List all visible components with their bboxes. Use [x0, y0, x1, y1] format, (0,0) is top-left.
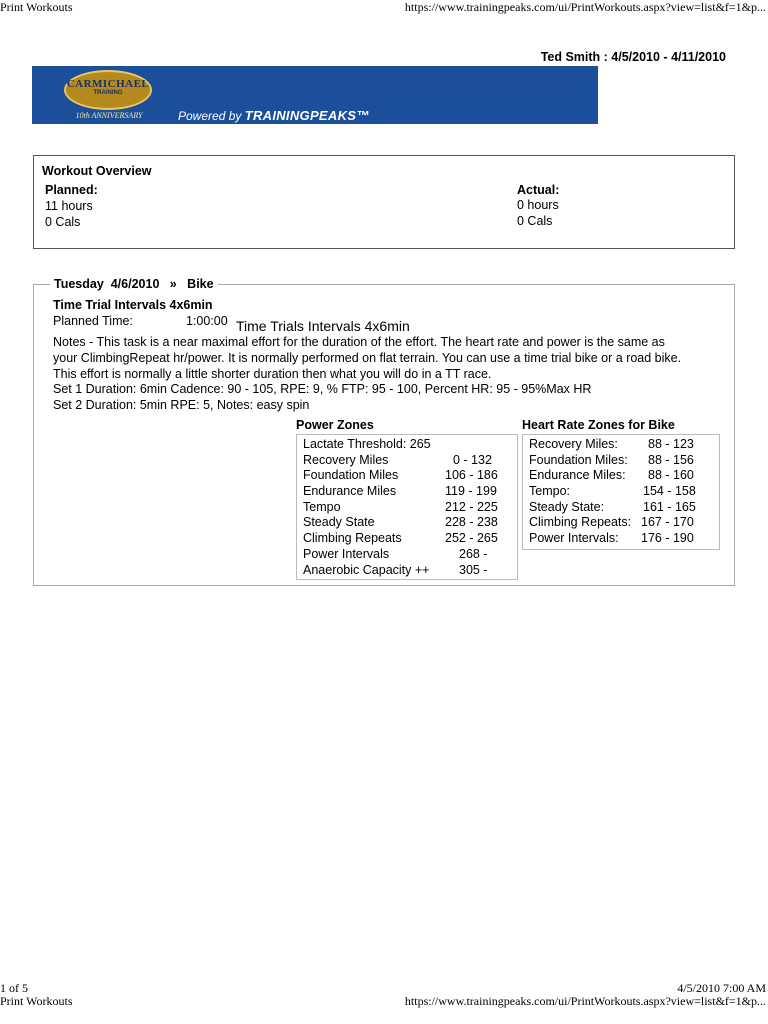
power-zone-name: Steady State [303, 515, 375, 530]
hr-zone-row [523, 468, 719, 484]
power-zone-range: 228 - 238 [445, 515, 498, 530]
hr-zone-name: Climbing Repeats: [529, 515, 632, 530]
power-zone-row [297, 468, 517, 484]
notes-line: Notes - This task is a near maximal effort for the duration of the effort. The heart rate and power is the same as [53, 335, 665, 349]
power-zone-row [297, 547, 517, 563]
print-page-title: Print Workouts [0, 0, 73, 14]
print-url-repeat: https://www.trainingpeaks.com/ui/PrintWorkouts.aspx?view=list&f=1&p... [404, 994, 766, 1008]
powered-by [178, 108, 370, 123]
actual-cals: 0 Cals [517, 214, 553, 228]
hr-zone-range: 167 - 170 [641, 515, 694, 530]
hr-zone-row [523, 453, 719, 469]
planned-hours: 11 hours [45, 199, 93, 213]
power-zone-range: 119 - 199 [445, 484, 497, 499]
planned-time-value: 1:00:00 [186, 314, 228, 328]
planned-workout-name: Time Trials Intervals 4x6min [236, 318, 410, 334]
hr-zone-row [523, 437, 719, 453]
power-zone-range: 106 - 186 [445, 468, 498, 483]
hr-zone-row [523, 531, 719, 547]
power-zones-heading: Power Zones [296, 418, 374, 432]
power-zone-row [297, 500, 517, 516]
power-zone-range: 252 - 265 [445, 531, 498, 546]
hr-zones-table [522, 434, 720, 550]
actual-label: Actual: [517, 183, 560, 197]
workout-detail-panel [33, 277, 735, 586]
hr-zone-range: 88 - 123 [648, 437, 694, 451]
hr-zone-range: 88 - 156 [648, 452, 694, 467]
hr-zone-row [523, 515, 719, 531]
workout-day-legend: Tuesday 4/6/2010 » Bike [50, 277, 218, 291]
hr-zone-row [523, 500, 719, 516]
planned-label: Planned: [45, 183, 98, 197]
hr-zone-name: Endurance Miles: [529, 468, 626, 483]
notes-line: This effort is normally a little shorter duration then what you will do in a TT race. [53, 367, 492, 381]
power-zone-name: Tempo [303, 499, 341, 514]
power-zone-row [297, 563, 517, 579]
power-zone-name: Endurance Miles [303, 484, 397, 499]
power-zone-row [297, 531, 517, 547]
hr-zone-range: 88 - 160 [648, 468, 694, 483]
power-zones-table [296, 434, 518, 580]
logo-anniversary: 10th ANNIVERSARY [75, 111, 143, 120]
hr-zone-name: Tempo: [529, 484, 570, 499]
print-url: https://www.trainingpeaks.com/ui/PrintWorkouts.aspx?view=list&f=1&p... [404, 0, 766, 14]
lactate-threshold: Lactate Threshold: 265 [303, 437, 431, 451]
actual-hours: 0 hours [517, 198, 559, 212]
hr-zones-heading: Heart Rate Zones for Bike [522, 418, 675, 432]
logo-sub-training: TRAINING [93, 90, 123, 96]
lactate-threshold-row [297, 437, 517, 453]
power-zone-row [297, 484, 517, 500]
notes-line: your ClimbingRepeat hr/power. It is normally performed on flat terrain. You can use a time trial bike or a road bike. [53, 351, 682, 365]
athlete-date-range: Ted Smith : 4/5/2010 - 4/11/2010 [540, 50, 726, 64]
power-zone-range: 212 - 225 [445, 499, 498, 514]
power-zone-name: Climbing Repeats [303, 531, 402, 546]
brand-banner [32, 66, 598, 124]
power-zone-range: 305 - [459, 562, 488, 577]
planned-time-label: Planned Time: [53, 314, 133, 328]
hr-zone-name: Steady State: [529, 499, 605, 514]
hr-zone-range: 176 - 190 [641, 531, 694, 546]
power-zone-name: Recovery Miles [303, 452, 389, 467]
powered-prefix: Powered by [178, 109, 242, 123]
hr-zone-name: Power Intervals: [529, 531, 619, 546]
print-page-counter: 1 of 5 [0, 981, 28, 995]
power-zone-name: Power Intervals [303, 546, 390, 561]
set-2-line: Set 2 Duration: 5min RPE: 5, Notes: easy spin [53, 398, 310, 412]
workout-title: Time Trial Intervals 4x6min [53, 298, 213, 312]
hr-zone-name: Recovery Miles: [529, 437, 618, 451]
power-zone-name: Anaerobic Capacity ++ [303, 562, 430, 577]
power-zone-range: 268 - [459, 546, 488, 561]
hr-zone-row [523, 484, 719, 500]
logo-name: CARMICHAEL [66, 78, 150, 90]
hr-zone-range: 161 - 165 [643, 499, 696, 514]
planned-cals: 0 Cals [45, 215, 81, 229]
power-zone-row [297, 453, 517, 469]
hr-zone-range: 154 - 158 [643, 484, 696, 499]
hr-zone-name: Foundation Miles: [529, 452, 628, 467]
set-1-line: Set 1 Duration: 6min Cadence: 90 - 105, RPE: 9, % FTP: 95 - 100, Percent HR: 95 - 95%Max HR [53, 382, 592, 396]
power-zone-row [297, 515, 517, 531]
power-zone-range: 0 - 132 [453, 452, 492, 467]
trainingpeaks-logo: TRAININGPEAKS™ [244, 108, 370, 123]
print-page-title-repeat: Print Workouts [0, 994, 73, 1008]
power-zone-name: Foundation Miles [303, 468, 399, 483]
print-datetime: 4/5/2010 7:00 AM [677, 981, 766, 995]
carmichael-logo [64, 70, 152, 110]
workout-overview-panel [33, 155, 735, 249]
overview-title: Workout Overview [42, 164, 152, 178]
